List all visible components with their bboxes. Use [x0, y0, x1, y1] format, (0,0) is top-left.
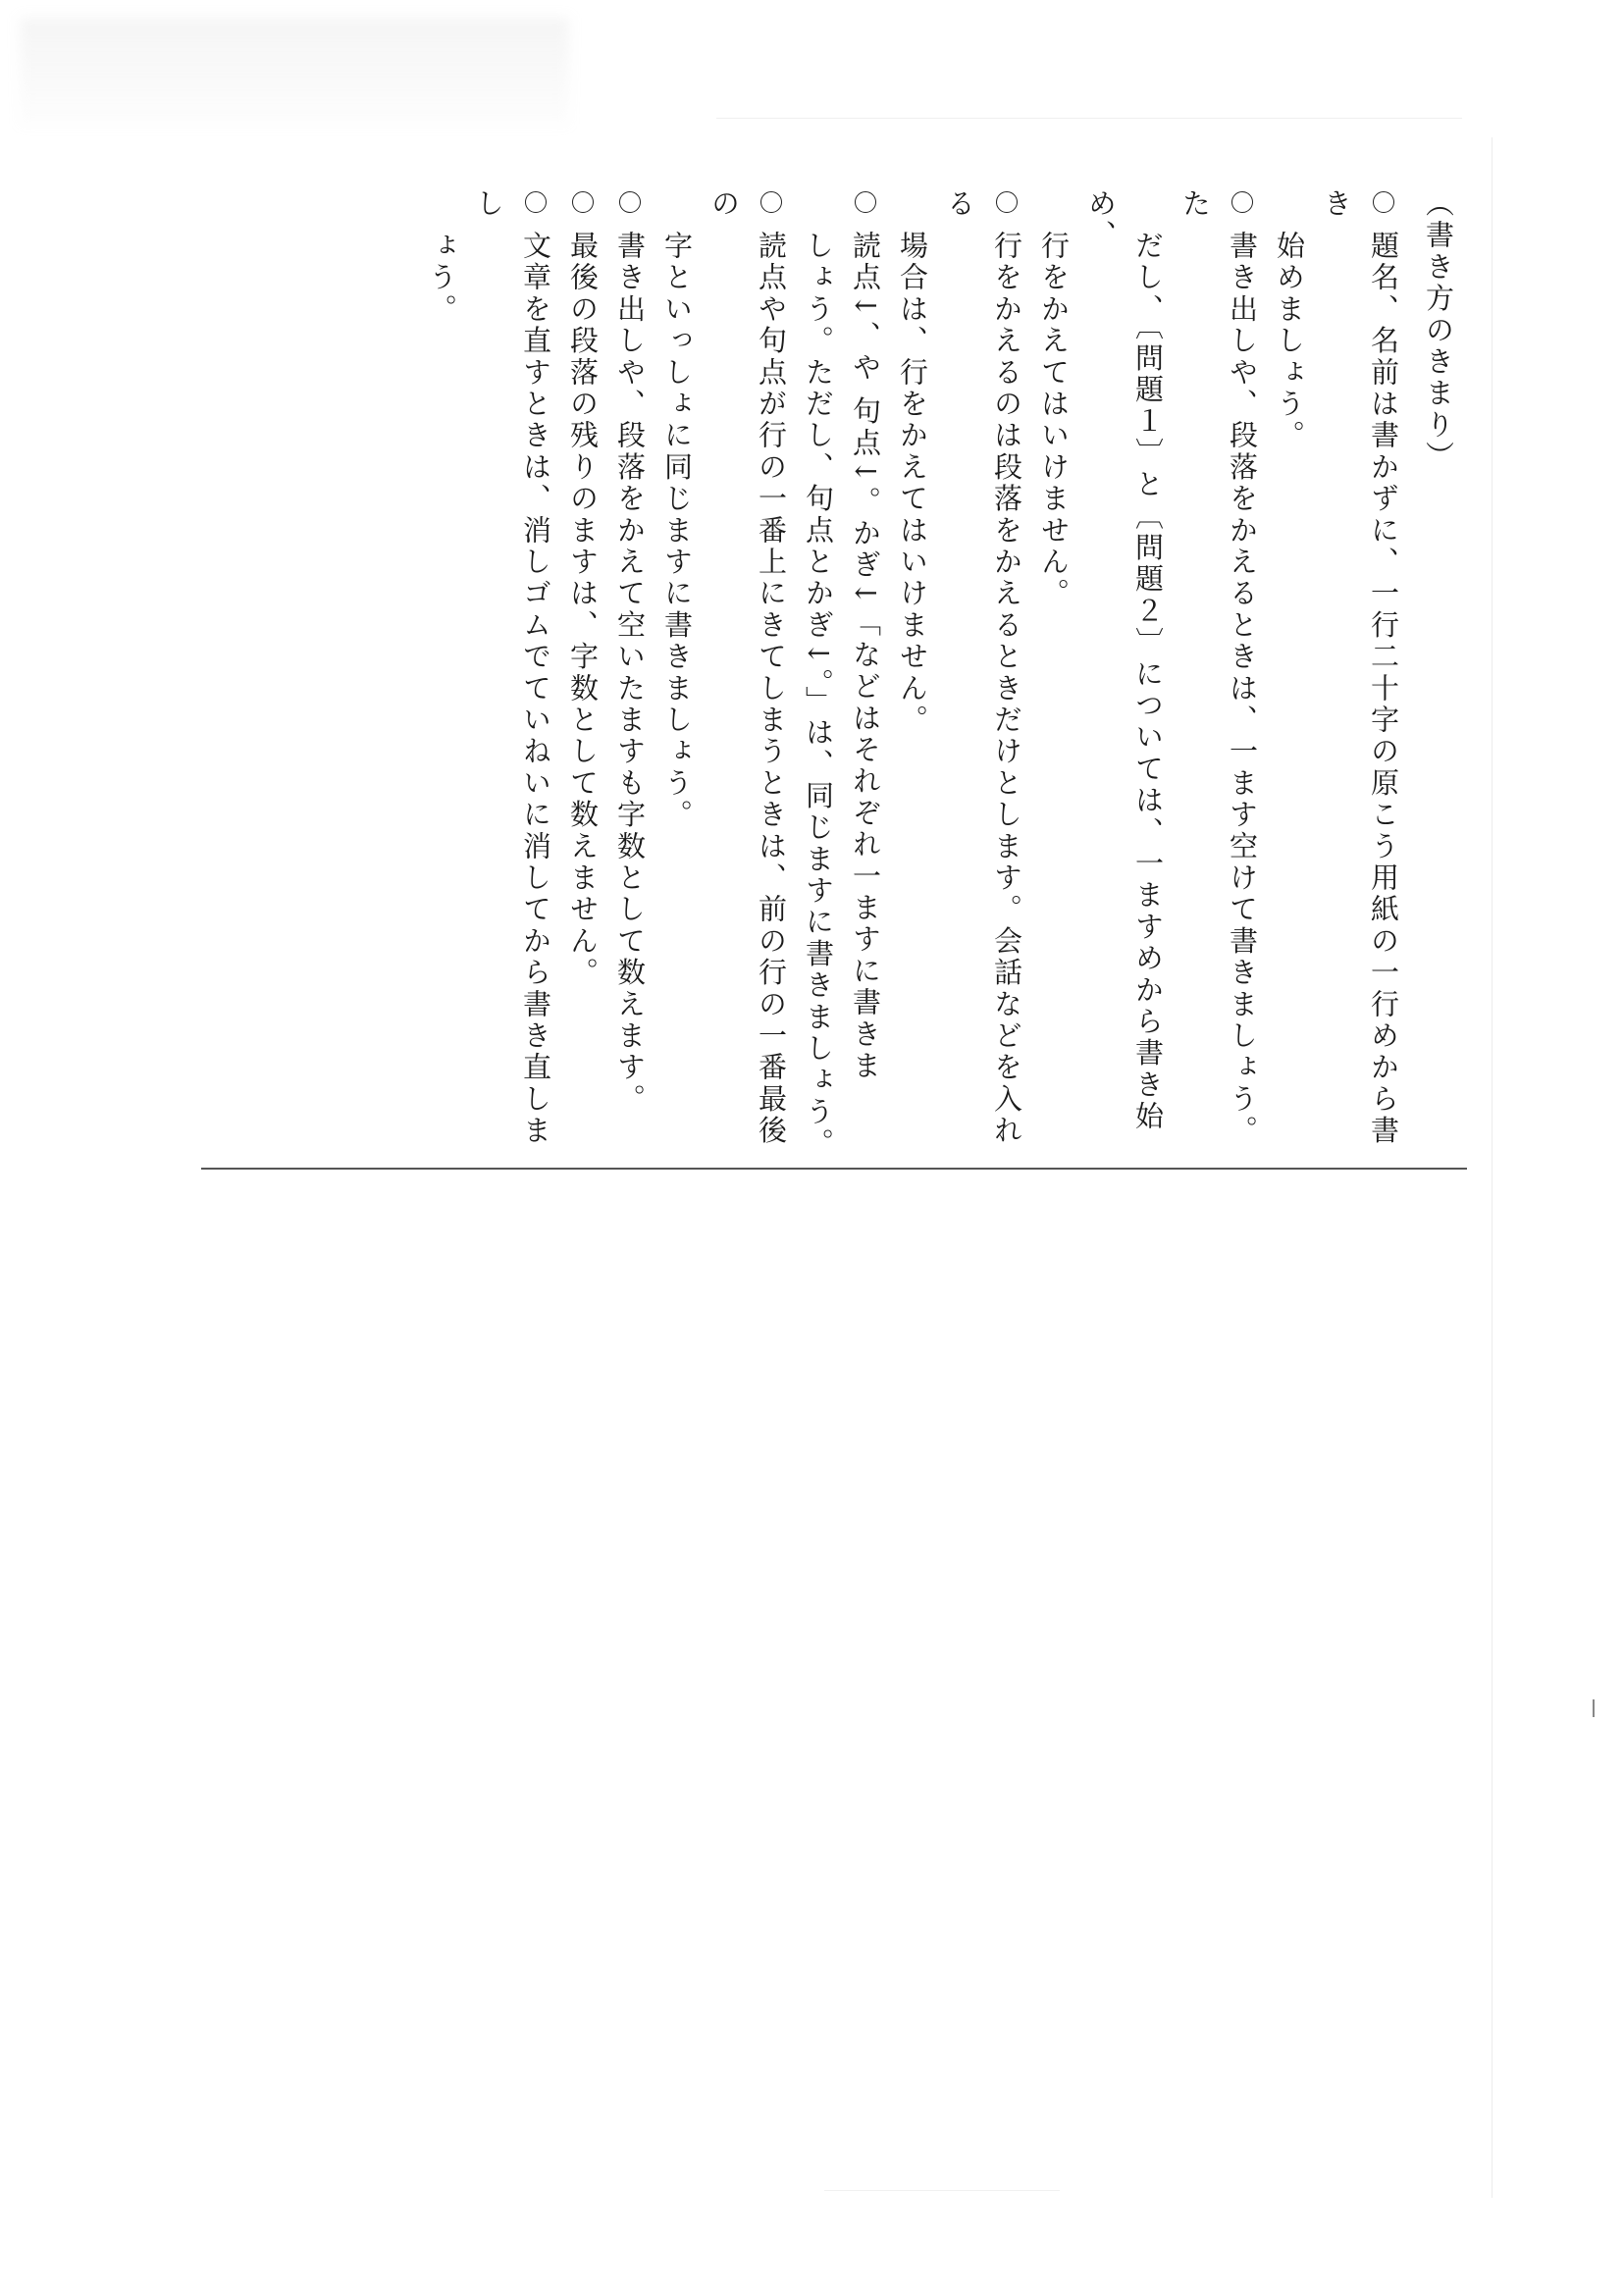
rule-line: 読点↓、や 句点↓。かぎ↓「などはそれぞれ一ますに書きま: [842, 188, 889, 1170]
rule-item: [889, 188, 1030, 1170]
faint-bottom-line: [824, 2190, 1060, 2191]
circle-bullet-icon: [758, 188, 786, 217]
circle-bullet-icon: [1370, 188, 1398, 217]
rules-heading: （書き方のきまり）: [1422, 188, 1455, 473]
rule-line: だし、〔問題１〕と〔問題２〕については、一ますめから書き始め、: [1084, 188, 1165, 1133]
rule-item: [418, 188, 559, 1170]
rule-line: 最後の段落の残りのますは、字数として数えません。: [559, 188, 606, 1170]
rule-line: 題名、名前は書かずに、一行二十字の原こう用紙の一行めから書き: [1320, 188, 1400, 1147]
rule-line: 書き出しや、段落をかえるときは、一ます空けて書きましょう。た: [1178, 188, 1259, 1147]
rule-line: 始めましょう。: [1273, 231, 1306, 452]
rule-line: 読点や句点が行の一番上にきてしまうときは、前の行の一番最後の: [707, 188, 788, 1147]
circle-bullet-icon: [1229, 188, 1257, 217]
rule-line: 行をかえるのは段落をかえるときだけとします。会話などを入れる: [943, 188, 1023, 1147]
rule-line: ょう。: [425, 231, 458, 326]
rule-item: [559, 188, 606, 1170]
rule-item: [795, 188, 889, 1170]
scan-smudge: [20, 18, 569, 126]
writing-rules-block: [425, 188, 1462, 1170]
section-divider: [201, 1168, 1467, 1170]
circle-bullet-icon: [993, 188, 1021, 217]
circle-bullet-icon: [616, 188, 645, 217]
rule-item: [606, 188, 654, 1170]
rule-item: [1266, 188, 1407, 1170]
rule-line: 場合は、行をかえてはいけません。: [896, 231, 929, 737]
circle-bullet-icon: [522, 188, 550, 217]
rule-line: しょう。ただし、句点とかぎ↓。」は、同じますに書きましょう。: [802, 231, 835, 1160]
rule-line: 文章を直すときは、消しゴムでていねいに消してから書き直しまし: [472, 188, 552, 1147]
rule-item: [654, 188, 795, 1170]
rule-line: 字といっしょに同じますに書きましょう。: [660, 231, 694, 831]
rule-line: 書き出しや、段落をかえて空いたますも字数として数えます。: [606, 188, 654, 1170]
margin-mark: [1593, 1699, 1595, 1717]
circle-bullet-icon: [569, 188, 598, 217]
rule-line: 行をかえてはいけません。: [1037, 231, 1071, 610]
rule-item: [1030, 188, 1266, 1170]
circle-bullet-icon: [852, 188, 880, 217]
faint-top-line: [716, 118, 1462, 119]
